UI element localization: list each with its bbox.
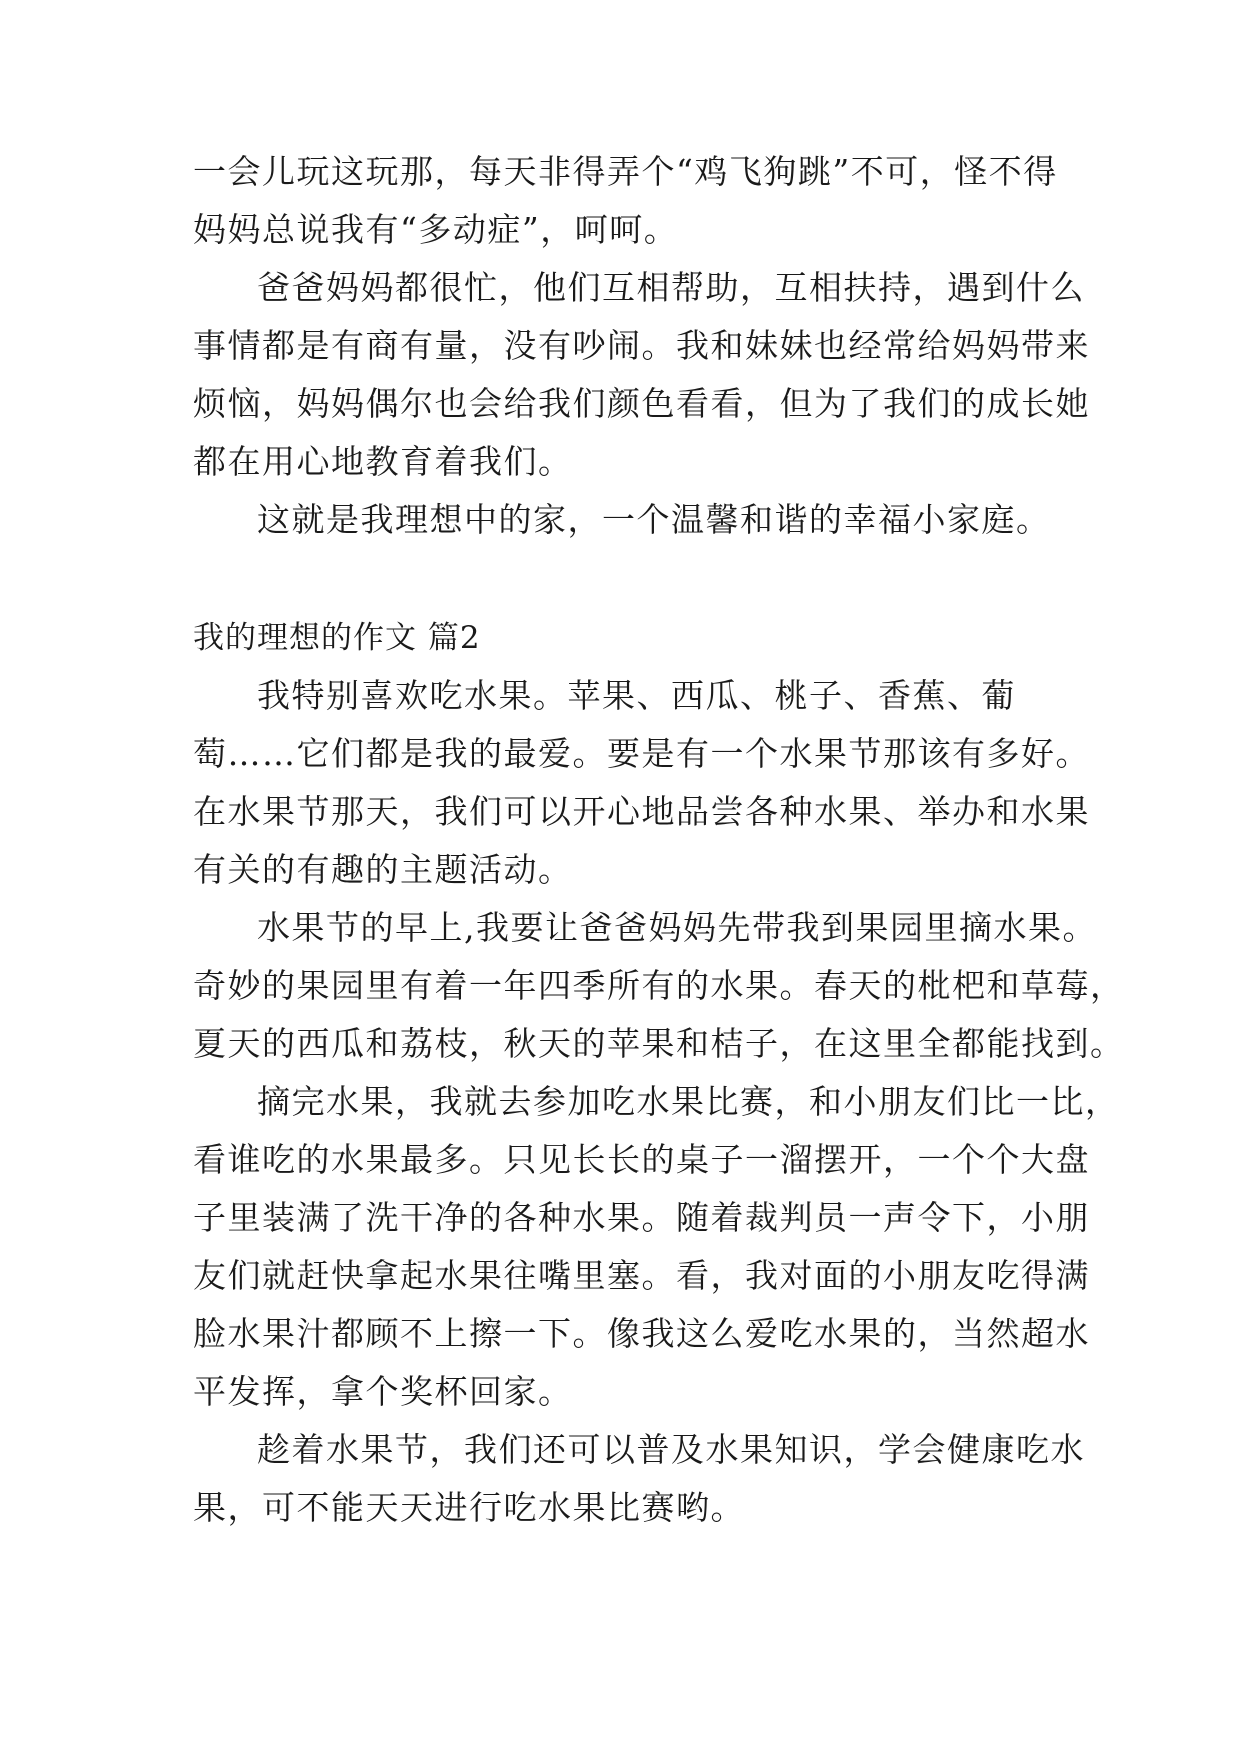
paragraph-start: 摘完水果，我就去参加吃水果比赛，和小朋友们比一比， <box>257 1082 1120 1121</box>
text-line: 果，可不能天天进行吃水果比赛哟。 <box>193 1488 745 1527</box>
text-line: 子里装满了洗干净的各种水果。随着裁判员一声令下，小朋 <box>193 1198 1090 1237</box>
text-line: 看谁吃的水果最多。只见长长的桌子一溜摆开，一个个大盘 <box>193 1140 1090 1179</box>
section-heading: 我的理想的作文 篇2 <box>193 620 481 656</box>
text-line: 妈妈总说我有“多动症”，呵呵。 <box>193 210 679 249</box>
text-line: 都在用心地教育着我们。 <box>193 442 573 481</box>
paragraph-start: 这就是我理想中的家，一个温馨和谐的幸福小家庭。 <box>257 500 1051 539</box>
text-line: 事情都是有商有量，没有吵闹。我和妹妹也经常给妈妈带来 <box>193 326 1090 365</box>
paragraph-start: 我特别喜欢吃水果。苹果、西瓜、桃子、香蕉、葡 <box>257 676 1016 715</box>
text-line: 在水果节那天，我们可以开心地品尝各种水果、举办和水果 <box>193 792 1090 831</box>
text-line: 脸水果汁都顾不上擦一下。像我这么爱吃水果的，当然超水 <box>193 1314 1090 1353</box>
text-line: 一会儿玩这玩那，每天非得弄个“鸡飞狗跳”不可，怪不得 <box>193 152 1058 191</box>
text-line: 萄……它们都是我的最爱。要是有一个水果节那该有多好。 <box>193 734 1090 773</box>
paragraph-start: 趁着水果节，我们还可以普及水果知识，学会健康吃水 <box>257 1430 1085 1469</box>
text-line: 奇妙的果园里有着一年四季所有的水果。春天的枇杷和草莓， <box>193 966 1125 1005</box>
text-line: 友们就赶快拿起水果往嘴里塞。看，我对面的小朋友吃得满 <box>193 1256 1090 1295</box>
text-line: 有关的有趣的主题活动。 <box>193 850 573 889</box>
paragraph-start: 水果节的早上,我要让爸爸妈妈先带我到果园里摘水果。 <box>257 908 1097 947</box>
paragraph-start: 爸爸妈妈都很忙，他们互相帮助，互相扶持，遇到什么 <box>257 268 1085 307</box>
text-line: 夏天的西瓜和荔枝，秋天的苹果和桔子，在这里全都能找到。 <box>193 1024 1125 1063</box>
text-line: 烦恼，妈妈偶尔也会给我们颜色看看，但为了我们的成长她 <box>193 384 1090 423</box>
text-line: 平发挥，拿个奖杯回家。 <box>193 1372 573 1411</box>
